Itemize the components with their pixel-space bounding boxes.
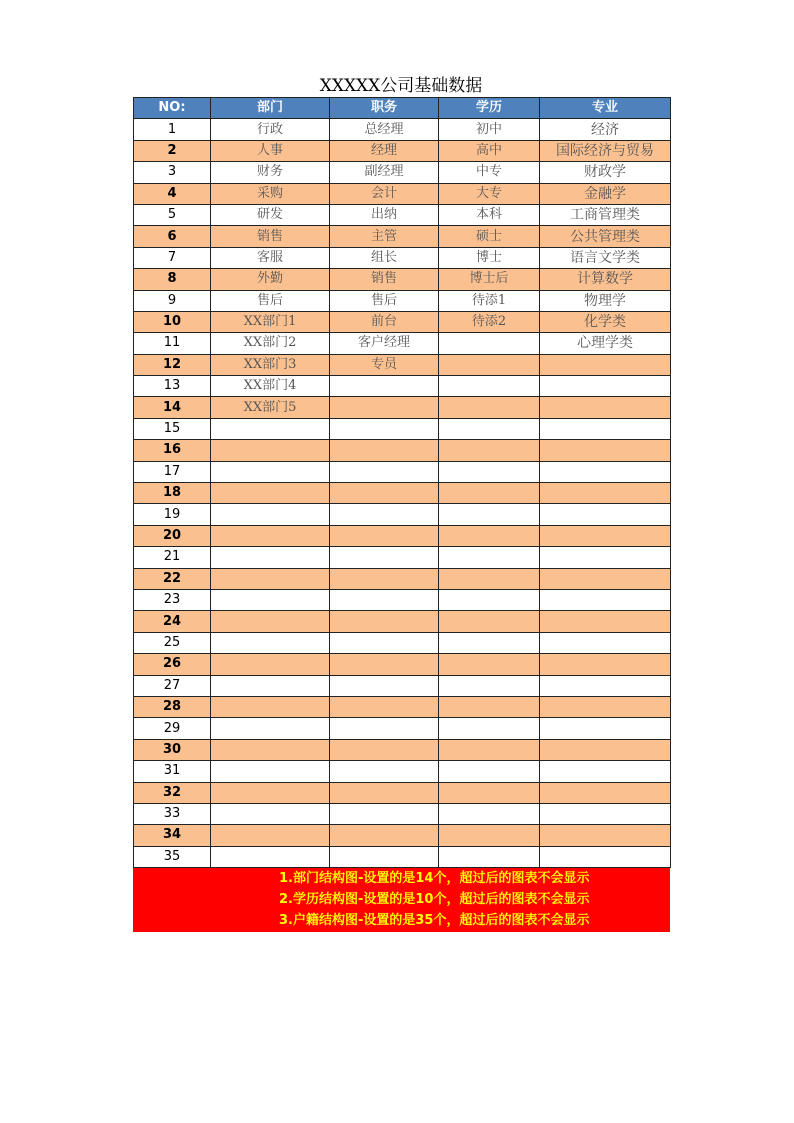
cell-position[interactable]: [330, 568, 439, 589]
table-row: [134, 418, 671, 439]
cell-position[interactable]: [330, 461, 439, 482]
cell-position[interactable]: 经理: [330, 140, 439, 161]
table-row: [134, 204, 671, 225]
cell-education[interactable]: 中专: [439, 162, 540, 183]
cell-no[interactable]: 7: [134, 247, 211, 268]
cell-no[interactable]: 6: [134, 226, 211, 247]
cell-no[interactable]: 13: [134, 376, 211, 397]
table-row: [134, 525, 671, 546]
table-row: [134, 226, 671, 247]
cell-department[interactable]: [211, 718, 330, 739]
cell-position[interactable]: [330, 440, 439, 461]
cell-major[interactable]: 经济: [540, 119, 671, 140]
cell-education[interactable]: [439, 611, 540, 632]
cell-position[interactable]: [330, 376, 439, 397]
table-row: [134, 654, 671, 675]
cell-position[interactable]: 前台: [330, 311, 439, 332]
cell-major[interactable]: [540, 654, 671, 675]
table-row: [134, 504, 671, 525]
table-row: [134, 632, 671, 653]
cell-no[interactable]: 12: [134, 354, 211, 375]
cell-position[interactable]: 组长: [330, 247, 439, 268]
cell-department[interactable]: 行政: [211, 119, 330, 140]
cell-major[interactable]: 计算数学: [540, 269, 671, 290]
cell-department[interactable]: XX部门3: [211, 354, 330, 375]
table-row: [134, 675, 671, 696]
cell-position[interactable]: [330, 632, 439, 653]
cell-education[interactable]: 博士: [439, 247, 540, 268]
cell-major[interactable]: 金融学: [540, 183, 671, 204]
cell-education[interactable]: [439, 333, 540, 354]
cell-education[interactable]: [439, 675, 540, 696]
cell-position[interactable]: 专员: [330, 354, 439, 375]
cell-no[interactable]: 26: [134, 654, 211, 675]
table-row: [134, 140, 671, 161]
cell-education[interactable]: 博士后: [439, 269, 540, 290]
cell-position[interactable]: [330, 547, 439, 568]
cell-position[interactable]: [330, 718, 439, 739]
cell-department[interactable]: 售后: [211, 290, 330, 311]
cell-education[interactable]: [439, 718, 540, 739]
cell-major[interactable]: 物理学: [540, 290, 671, 311]
cell-major[interactable]: [540, 525, 671, 546]
cell-no[interactable]: 4: [134, 183, 211, 204]
column-header-no[interactable]: NO:: [134, 98, 211, 119]
cell-department[interactable]: 客服: [211, 247, 330, 268]
cell-department[interactable]: [211, 547, 330, 568]
cell-major[interactable]: [540, 440, 671, 461]
cell-department[interactable]: [211, 846, 330, 867]
cell-major[interactable]: [540, 504, 671, 525]
cell-department[interactable]: [211, 761, 330, 782]
cell-education[interactable]: 硕士: [439, 226, 540, 247]
cell-position[interactable]: [330, 504, 439, 525]
cell-no[interactable]: 16: [134, 440, 211, 461]
cell-education[interactable]: [439, 803, 540, 824]
cell-no[interactable]: 2: [134, 140, 211, 161]
cell-major[interactable]: [540, 846, 671, 867]
cell-department[interactable]: [211, 675, 330, 696]
cell-position[interactable]: [330, 739, 439, 760]
table-row: [134, 739, 671, 760]
cell-department[interactable]: [211, 504, 330, 525]
cell-major[interactable]: [540, 739, 671, 760]
cell-position[interactable]: 主管: [330, 226, 439, 247]
table-row: [134, 461, 671, 482]
cell-position[interactable]: 总经理: [330, 119, 439, 140]
cell-education[interactable]: [439, 418, 540, 439]
cell-education[interactable]: 本科: [439, 204, 540, 225]
cell-major[interactable]: [540, 611, 671, 632]
cell-department[interactable]: [211, 461, 330, 482]
cell-major[interactable]: [540, 483, 671, 504]
cell-department[interactable]: XX部门2: [211, 333, 330, 354]
cell-major[interactable]: 财政学: [540, 162, 671, 183]
cell-department[interactable]: [211, 739, 330, 760]
cell-position[interactable]: 客户经理: [330, 333, 439, 354]
cell-education[interactable]: [439, 397, 540, 418]
cell-major[interactable]: [540, 803, 671, 824]
cell-no[interactable]: 18: [134, 483, 211, 504]
cell-department[interactable]: XX部门4: [211, 376, 330, 397]
cell-major[interactable]: [540, 761, 671, 782]
table-row: [134, 718, 671, 739]
cell-position[interactable]: [330, 418, 439, 439]
cell-major[interactable]: [540, 589, 671, 610]
cell-major[interactable]: [540, 568, 671, 589]
cell-department[interactable]: [211, 483, 330, 504]
table-row: [134, 825, 671, 846]
table-row: [134, 162, 671, 183]
cell-department[interactable]: 人事: [211, 140, 330, 161]
cell-major[interactable]: [540, 547, 671, 568]
cell-major[interactable]: 语言文学类: [540, 247, 671, 268]
cell-education[interactable]: 待添2: [439, 311, 540, 332]
table-row: [134, 846, 671, 867]
cell-no[interactable]: 11: [134, 333, 211, 354]
cell-no[interactable]: 1: [134, 119, 211, 140]
table-row: [134, 803, 671, 824]
cell-no[interactable]: 17: [134, 461, 211, 482]
cell-department[interactable]: [211, 803, 330, 824]
cell-position[interactable]: [330, 525, 439, 546]
cell-no[interactable]: 22: [134, 568, 211, 589]
cell-no[interactable]: 33: [134, 803, 211, 824]
cell-position[interactable]: 出纳: [330, 204, 439, 225]
table-row: [134, 311, 671, 332]
table-row: [134, 376, 671, 397]
cell-education[interactable]: 大专: [439, 183, 540, 204]
cell-department[interactable]: [211, 589, 330, 610]
cell-no[interactable]: 24: [134, 611, 211, 632]
table-row: [134, 547, 671, 568]
cell-major[interactable]: [540, 696, 671, 717]
cell-education[interactable]: [439, 376, 540, 397]
cell-no[interactable]: 29: [134, 718, 211, 739]
cell-major[interactable]: 化学类: [540, 311, 671, 332]
table-row: [134, 611, 671, 632]
data-table: [133, 97, 671, 868]
cell-major[interactable]: [540, 675, 671, 696]
cell-no[interactable]: 25: [134, 632, 211, 653]
note-line-3: 3.户籍结构图-设置的是35个，超过后的图表不会显示: [279, 913, 590, 928]
cell-education[interactable]: [439, 547, 540, 568]
cell-department[interactable]: 研发: [211, 204, 330, 225]
table-row: [134, 568, 671, 589]
cell-department[interactable]: 销售: [211, 226, 330, 247]
cell-no[interactable]: 14: [134, 397, 211, 418]
notes-banner: [133, 868, 670, 932]
cell-education[interactable]: [439, 761, 540, 782]
cell-no[interactable]: 28: [134, 696, 211, 717]
cell-no[interactable]: 32: [134, 782, 211, 803]
cell-education[interactable]: [439, 440, 540, 461]
cell-education[interactable]: [439, 568, 540, 589]
table-row: [134, 397, 671, 418]
cell-major[interactable]: [540, 418, 671, 439]
page-title: XXXXX公司基础数据: [319, 76, 483, 96]
cell-position[interactable]: [330, 761, 439, 782]
cell-position[interactable]: [330, 846, 439, 867]
cell-education[interactable]: [439, 354, 540, 375]
cell-department[interactable]: [211, 654, 330, 675]
cell-education[interactable]: [439, 846, 540, 867]
cell-major[interactable]: [540, 632, 671, 653]
cell-education[interactable]: [439, 525, 540, 546]
cell-education[interactable]: [439, 739, 540, 760]
cell-position[interactable]: [330, 675, 439, 696]
note-line-2: 2.学历结构图-设置的是10个，超过后的图表不会显示: [279, 892, 590, 907]
cell-no[interactable]: 3: [134, 162, 211, 183]
cell-position[interactable]: [330, 611, 439, 632]
cell-major[interactable]: 工商管理类: [540, 204, 671, 225]
note-line-1: 1.部门结构图-设置的是14个，超过后的图表不会显示: [279, 871, 590, 886]
table-row: [134, 440, 671, 461]
cell-position[interactable]: [330, 782, 439, 803]
cell-education[interactable]: [439, 504, 540, 525]
column-header-education[interactable]: 学历: [439, 98, 540, 119]
table-row: [134, 269, 671, 290]
cell-position[interactable]: [330, 803, 439, 824]
cell-department[interactable]: 采购: [211, 183, 330, 204]
cell-department[interactable]: 财务: [211, 162, 330, 183]
cell-no[interactable]: 9: [134, 290, 211, 311]
cell-department[interactable]: [211, 782, 330, 803]
cell-major[interactable]: [540, 354, 671, 375]
cell-department[interactable]: [211, 825, 330, 846]
cell-education[interactable]: [439, 461, 540, 482]
cell-no[interactable]: 31: [134, 761, 211, 782]
cell-major[interactable]: [540, 461, 671, 482]
cell-position[interactable]: [330, 696, 439, 717]
column-header-major[interactable]: 专业: [540, 98, 671, 119]
cell-no[interactable]: 10: [134, 311, 211, 332]
cell-position[interactable]: [330, 654, 439, 675]
cell-education[interactable]: [439, 483, 540, 504]
cell-department[interactable]: [211, 440, 330, 461]
table-header-row: [134, 98, 671, 119]
cell-education[interactable]: [439, 654, 540, 675]
cell-department[interactable]: [211, 568, 330, 589]
cell-education[interactable]: 待添1: [439, 290, 540, 311]
cell-department[interactable]: XX部门1: [211, 311, 330, 332]
cell-no[interactable]: 19: [134, 504, 211, 525]
cell-department[interactable]: [211, 611, 330, 632]
cell-major[interactable]: 心理学类: [540, 333, 671, 354]
cell-position[interactable]: [330, 825, 439, 846]
cell-no[interactable]: 35: [134, 846, 211, 867]
cell-position[interactable]: 销售: [330, 269, 439, 290]
cell-department[interactable]: 外勤: [211, 269, 330, 290]
cell-position[interactable]: 副经理: [330, 162, 439, 183]
table-row: [134, 183, 671, 204]
table-row: [134, 589, 671, 610]
cell-no[interactable]: 34: [134, 825, 211, 846]
cell-no[interactable]: 8: [134, 269, 211, 290]
cell-education[interactable]: 初中: [439, 119, 540, 140]
cell-no[interactable]: 30: [134, 739, 211, 760]
cell-no[interactable]: 15: [134, 418, 211, 439]
cell-no[interactable]: 5: [134, 204, 211, 225]
cell-department[interactable]: [211, 696, 330, 717]
cell-major[interactable]: 国际经济与贸易: [540, 140, 671, 161]
cell-education[interactable]: [439, 696, 540, 717]
cell-major[interactable]: [540, 782, 671, 803]
cell-department[interactable]: [211, 418, 330, 439]
cell-position[interactable]: [330, 397, 439, 418]
cell-no[interactable]: 23: [134, 589, 211, 610]
cell-education[interactable]: [439, 632, 540, 653]
cell-major[interactable]: [540, 397, 671, 418]
cell-education[interactable]: 高中: [439, 140, 540, 161]
cell-department[interactable]: [211, 525, 330, 546]
column-header-department[interactable]: 部门: [211, 98, 330, 119]
table-row: [134, 119, 671, 140]
cell-position[interactable]: [330, 483, 439, 504]
cell-position[interactable]: 会计: [330, 183, 439, 204]
table-row: [134, 290, 671, 311]
cell-education[interactable]: [439, 589, 540, 610]
cell-position[interactable]: 售后: [330, 290, 439, 311]
cell-major[interactable]: [540, 376, 671, 397]
table-row: [134, 782, 671, 803]
cell-department[interactable]: XX部门5: [211, 397, 330, 418]
column-header-position[interactable]: 职务: [330, 98, 439, 119]
cell-major[interactable]: [540, 825, 671, 846]
cell-position[interactable]: [330, 589, 439, 610]
table-row: [134, 247, 671, 268]
table-row: [134, 483, 671, 504]
cell-department[interactable]: [211, 632, 330, 653]
cell-no[interactable]: 20: [134, 525, 211, 546]
table-row: [134, 761, 671, 782]
table-row: [134, 354, 671, 375]
table-body: [134, 119, 671, 868]
cell-no[interactable]: 21: [134, 547, 211, 568]
cell-education[interactable]: [439, 825, 540, 846]
cell-no[interactable]: 27: [134, 675, 211, 696]
cell-major[interactable]: [540, 718, 671, 739]
cell-major[interactable]: 公共管理类: [540, 226, 671, 247]
cell-education[interactable]: [439, 782, 540, 803]
table-row: [134, 696, 671, 717]
table-row: [134, 333, 671, 354]
